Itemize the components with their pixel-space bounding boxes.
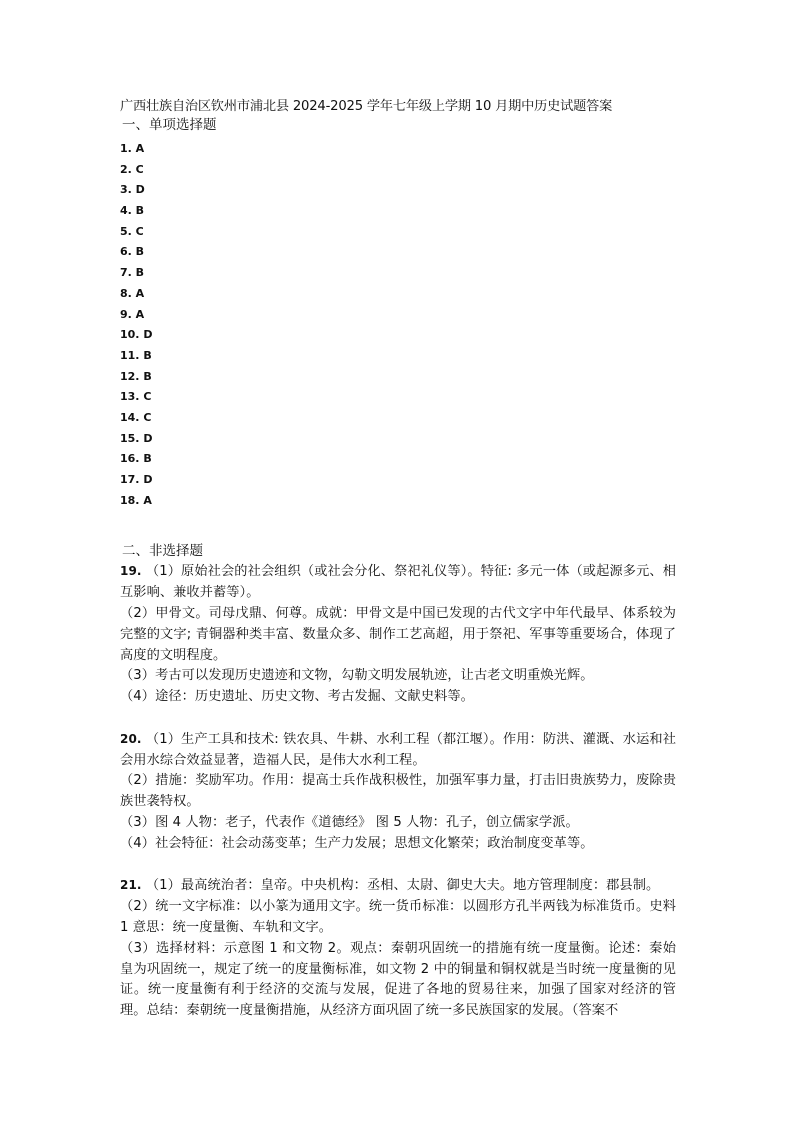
answer-item: 8. A [120, 286, 145, 300]
q21-part2: （2）统一文字标准：以小篆为通用文字。统一货币标准：以圆形方孔半两钱为标准货币。史料 1 意思：统一度量衡、车轨和文字。 [120, 899, 676, 935]
answer-item: 16. B [120, 452, 152, 466]
answer-item: 7. B [120, 266, 145, 280]
answer-item: 11. B [120, 348, 152, 362]
answer-item: 1. A [120, 142, 145, 155]
answer-item: 2. C [120, 162, 144, 176]
q21-part1 [120, 875, 676, 897]
q19-part1 [120, 561, 676, 604]
question-20 [120, 729, 676, 855]
section2-heading: 二、非选择题 [122, 543, 203, 560]
answer-item: 4. B [120, 204, 145, 218]
q19-part4: （4）途径：历史遗址、历史文物、考古发掘、文献史料等。 [120, 689, 474, 705]
q21-part3: （3）选择材料：示意图 1 和文物 2。观点：秦朝巩固统一的措施有统一度量衡。论述：秦始皇为巩固统一，规定了统一的度量衡标准，如文物 2 中的铜量和铜权就是当时统一度量衡的见证。统一度量衡有利于经济的交流与发展，促进了各地的贸易往来，加强了国家对经济的管理。总结：秦朝统一度量衡措施，从经济方面巩固了统一多民族国家的发展。（答案不 [120, 940, 676, 1019]
answer-item: 3. D [120, 183, 145, 197]
section1-heading: 一、单项选择题 [122, 117, 217, 133]
q20-part2: （2）措施：奖励军功。作用：提高士兵作战积极性，加强军事力量，打击旧贵族势力，废除贵族世袭特权。 [120, 773, 676, 810]
answer-item: 17. D [120, 473, 153, 486]
q21-number: 21. [120, 878, 142, 893]
answer-list [120, 139, 676, 511]
q20-number: 20. [120, 731, 142, 746]
answer-item: 10. D [120, 328, 153, 342]
answer-item: 5. C [120, 224, 144, 238]
q21-part1-text: （1）最高统治者：皇帝。中央机构：丞相、太尉、御史大夫。地方管理制度：郡县制。 [145, 878, 660, 894]
q20-part4: （4）社会特征：社会动荡变革；生产力发展；思想文化繁荣；政治制度变革等。 [120, 835, 594, 851]
q19-part3: （3）考古可以发现历史遗迹和文物，勾勒文明发展轨迹，让古老文明重焕光辉。 [120, 668, 594, 684]
q20-part1-text: （1）生产工具和技术: 铁农具、牛耕、水利工程（都江堰）。作用：防洪、灌溉、水运和社会用水综合效益显著，造福人民，是伟大水利工程。 [120, 731, 676, 768]
q20-part1 [120, 729, 676, 772]
question-21 [120, 875, 676, 1022]
question-19 [120, 561, 676, 708]
answer-item: 13. C [120, 390, 152, 404]
q19-part2: （2）甲骨文。司母戊鼎、何尊。成就：甲骨文是中国已发现的古代文字中年代最早、体系较为完整的文字; 青铜器种类丰富、数量众多、制作工艺高超，用于祭祀、军事等重要场合，体现了高度的文明程度。 [120, 605, 676, 663]
q19-part1-text: （1）原始社会的社会组织（或社会分化、祭祀礼仪等）。特征: 多元一体（或起源多元、相互影响、兼收并蓄等）。 [120, 564, 676, 601]
document-content [120, 97, 676, 1022]
answer-item: 18. A [120, 493, 152, 507]
q20-part3: （3）图 4 人物：老子，代表作《道德经》 图 5 人物：孔子，创立儒家学派。 [120, 814, 579, 830]
answer-item: 12. B [120, 369, 152, 383]
q19-number: 19. [120, 564, 142, 579]
document-title: 广西壮族自治区钦州市浦北县 2024-2025 学年七年级上学期 10 月期中历史试题答案 [120, 99, 613, 114]
answer-item: 15. D [120, 431, 153, 445]
answer-item: 6. B [120, 245, 145, 259]
answer-item: 14. C [120, 410, 152, 424]
answer-item: 9. A [120, 307, 145, 321]
